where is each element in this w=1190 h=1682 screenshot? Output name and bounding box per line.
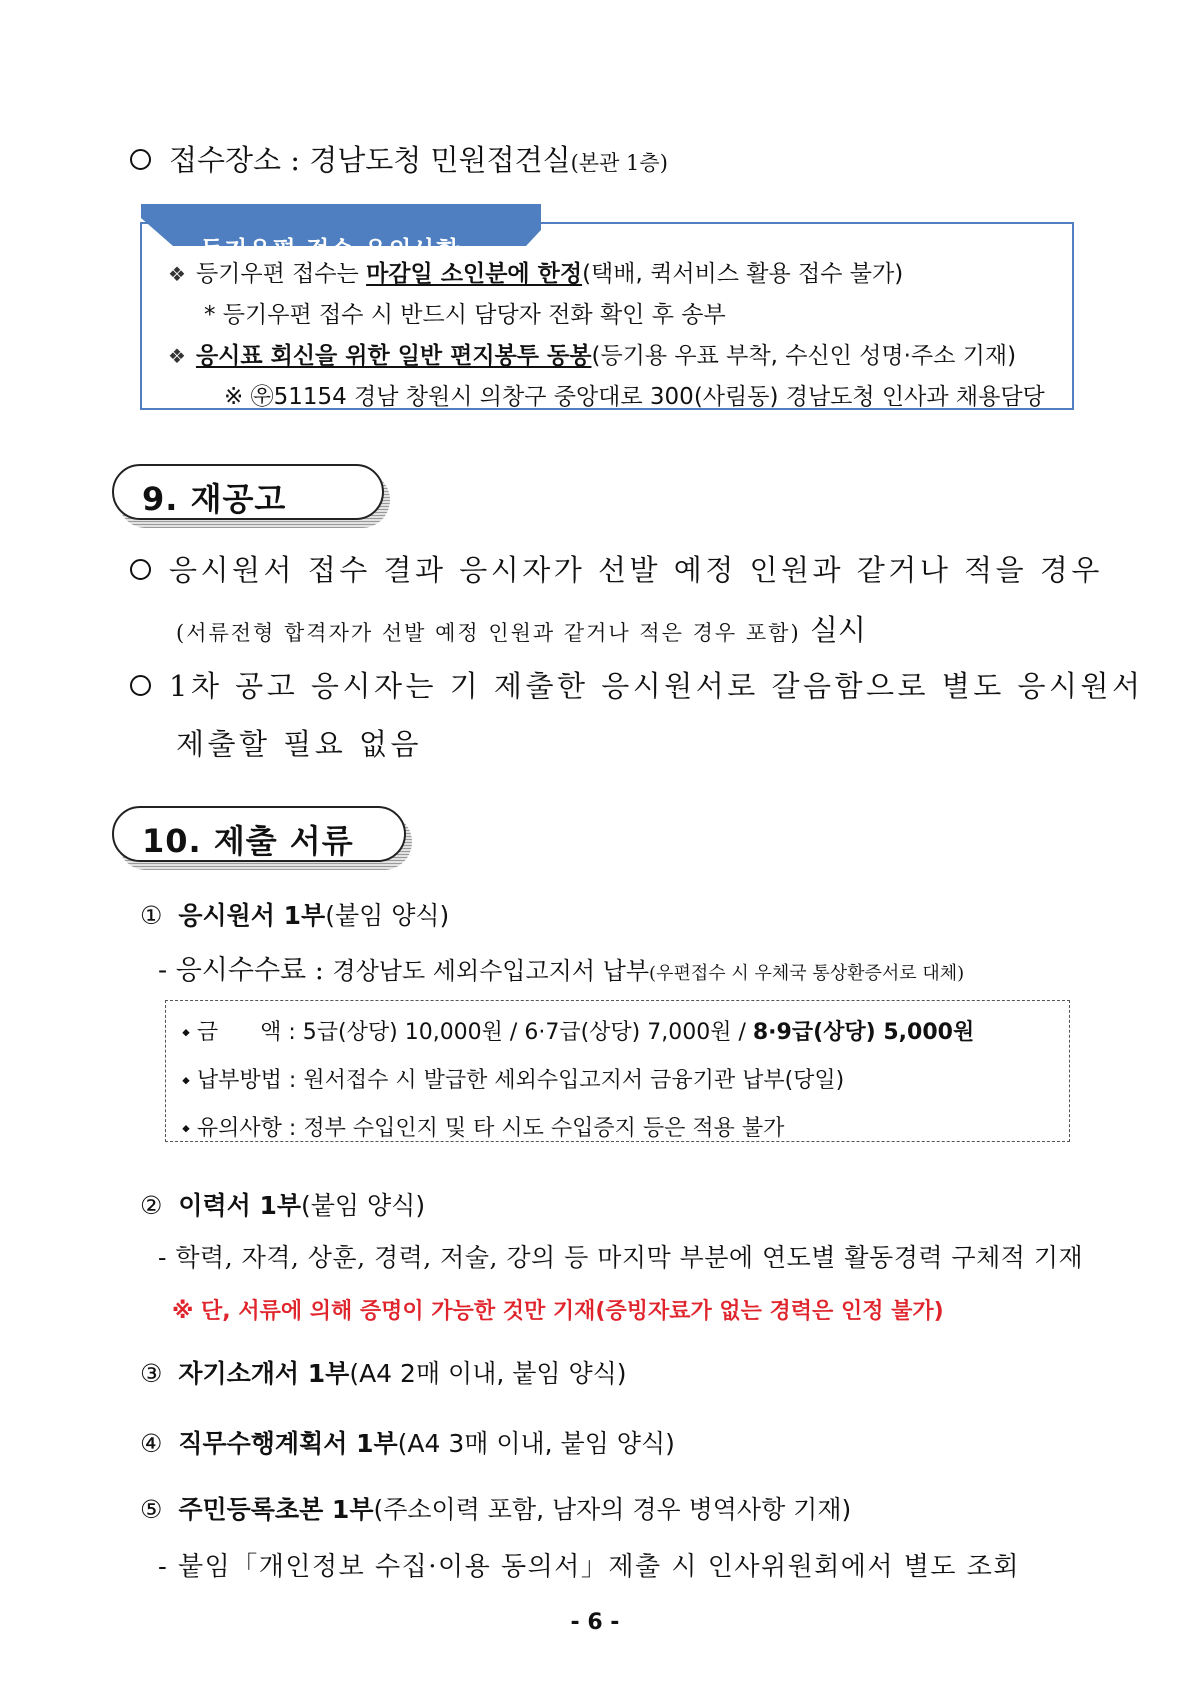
diamond-bullet-icon: ❖ <box>168 344 186 368</box>
registered-mail-notice-box <box>140 222 1074 410</box>
diamond-bullet-icon: ❖ <box>168 262 186 286</box>
circle-bullet-icon <box>130 559 151 580</box>
section-9-title: 9. 재공고 <box>142 480 287 518</box>
document-item-5: ⑤ 주민등록초본 1부(주소이력 포함, 남자의 경우 병역사항 기재) <box>140 1495 852 1524</box>
fee-amount-row: ⬩ 금 액 : 5급(상당) 10,000원 / 6·7급(상당) 7,000원 / 8·9급(상당) 5,000원 <box>182 1020 975 1045</box>
document-item-1-fee: - 응시수수료 : 경상남도 세외수입고지서 납부(우편접수 시 우체국 통상환증서로 대체) <box>158 955 965 986</box>
document-item-4: ④ 직무수행계획서 1부(A4 3매 이내, 붙임 양식) <box>140 1429 675 1458</box>
section-9-header <box>112 464 384 520</box>
small-diamond-icon: ⬩ <box>182 1116 190 1141</box>
document-item-2: ② 이력서 1부(붙임 양식) <box>140 1191 426 1220</box>
reception-label: 접수장소 : 경남도청 민원접견실 <box>169 143 571 177</box>
document-item-2-detail: - 학력, 자격, 상훈, 경력, 저술, 강의 등 마지막 부분에 연도별 활동경력 구체적 기재 <box>158 1243 1084 1272</box>
notice-item-1: ❖ 등기우편 접수는 마감일 소인분에 한정(택배, 퀵서비스 활용 접수 불가) <box>168 261 904 287</box>
fee-method-row: ⬩ 납부방법 : 원서접수 시 발급한 세외수입고지서 금융기관 납부(당일) <box>182 1068 845 1093</box>
section-10-title: 10. 제출 서류 <box>142 822 354 860</box>
section-9-paragraph-2-cont: 제출할 필요 없음 <box>176 727 423 761</box>
reception-note: (본관 1층) <box>570 151 668 175</box>
section-9-paragraph-1-cont: (서류전형 합격자가 선발 예정 인원과 같거나 적은 경우 포함) 실시 <box>176 613 866 647</box>
document-item-1: ① 응시원서 1부(붙임 양식) <box>140 901 450 930</box>
section-9-paragraph-2: 1차 공고 응시자는 기 제출한 응시원서로 갈음함으로 별도 응시원서 <box>130 664 1144 705</box>
notice-item-1-emphasis: 마감일 소인분에 한정 <box>366 261 583 287</box>
circle-bullet-icon <box>130 675 151 696</box>
notice-item-1-sub: * 등기우편 접수 시 반드시 담당자 전화 확인 후 송부 <box>204 302 726 328</box>
section-9-paragraph-1: 응시원서 접수 결과 응시자가 선발 예정 인원과 같거나 적을 경우 <box>130 548 1103 589</box>
small-diamond-icon: ⬩ <box>182 1020 190 1045</box>
notice-item-2-emphasis: 응시표 회신을 위한 일반 편지봉투 동봉 <box>195 343 592 369</box>
notice-title: 등기우편 접수 유의사항 <box>200 236 461 264</box>
document-item-2-warning: ※ 단, 서류에 의해 증명이 가능한 것만 기재(증빙자료가 없는 경력은 인정 불가) <box>172 1299 944 1324</box>
circle-bullet-icon <box>130 149 151 170</box>
fee-info-box <box>165 1000 1070 1142</box>
reception-line <box>130 138 668 179</box>
notice-item-2-sub: ※ ㉾51154 경남 창원시 의창구 중앙대로 300(사림동) 경남도청 인사과 채용담당 <box>224 384 1045 410</box>
fee-note-row: ⬩ 유의사항 : 정부 수입인지 및 타 시도 수입증지 등은 적용 불가 <box>182 1116 785 1141</box>
small-diamond-icon: ⬩ <box>182 1068 190 1093</box>
document-item-5-detail: - 붙임「개인정보 수집·이용 동의서」제출 시 인사위원회에서 별도 조회 <box>158 1552 1021 1582</box>
notice-body <box>168 254 1045 418</box>
document-item-3: ③ 자기소개서 1부(A4 2매 이내, 붙임 양식) <box>140 1359 627 1388</box>
page-number: - 6 - <box>570 1610 620 1635</box>
section-10-header <box>112 806 406 862</box>
notice-item-2: ❖ 응시표 회신을 위한 일반 편지봉투 동봉(등기용 우표 부착, 수신인 성명·주소 기재) <box>168 343 1017 369</box>
